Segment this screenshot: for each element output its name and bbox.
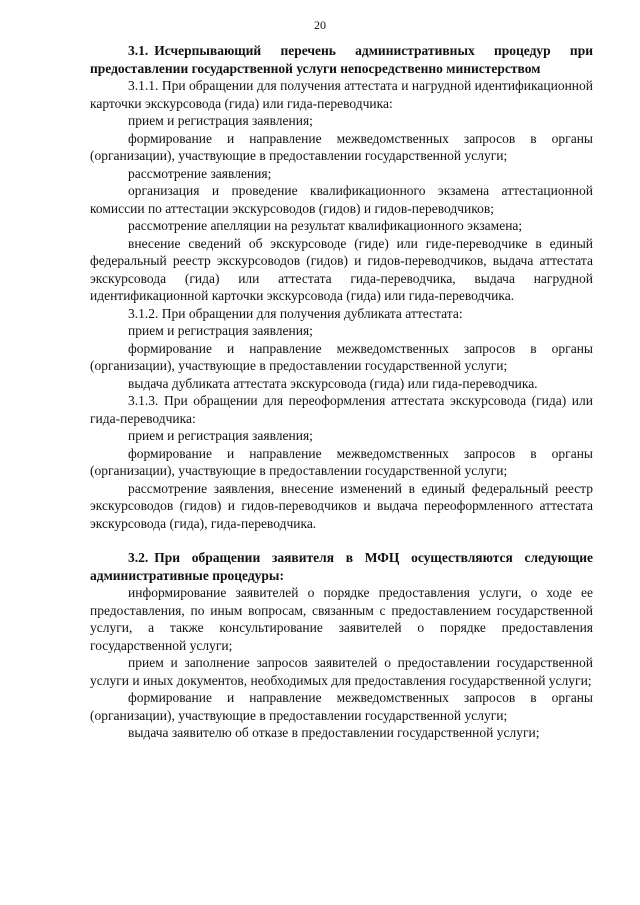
list-item: прием и регистрация заявления;	[128, 323, 313, 338]
paragraph-3-1-1: 3.1.1. При обращении для получения аттестата и нагрудной идентификационной карточки экскурсовода (гида) или гида-переводчика:	[90, 78, 593, 111]
list-item: формирование и направление межведомственных запросов в органы (организации), участвующие в предоставлении государственной услуги;	[90, 690, 593, 723]
page-number: 20	[314, 18, 326, 32]
list-item: информирование заявителей о порядке предоставления услуги, о ходе ее предоставления, по иным вопросам, связанным с предоставлением государственной услуги, а также консультирование заявителей о порядке предоставления государственной услуги;	[90, 585, 593, 653]
paragraph-3-1-2: 3.1.2. При обращении для получения дубликата аттестата:	[128, 305, 463, 321]
list-item: рассмотрение апелляции на результат квалификационного экзамена;	[128, 218, 523, 233]
list-item: прием и заполнение запросов заявителей о предоставлении государственной услуги и иных документов, необходимых для предоставления государственной услуги;	[90, 655, 593, 688]
list-item: прием и регистрация заявления;	[128, 113, 313, 128]
list-item: формирование и направление межведомственных запросов в органы (организации), участвующие в предоставлении государственной услуги;	[90, 445, 593, 478]
section-3-2-number: 3.2.	[128, 550, 149, 565]
list-item: прием и регистрация заявления;	[128, 428, 313, 443]
section-3-2-heading	[90, 549, 593, 584]
paragraph-3-1-3: 3.1.3. При обращении для переоформления аттестата экскурсовода (гида) или гида-переводчика:	[90, 393, 593, 426]
document-body	[90, 42, 593, 742]
section-3-1-number: 3.1.	[128, 43, 149, 58]
section-3-2-title: При обращении заявителя в МФЦ осуществляются следующие административные процедуры:	[90, 550, 593, 583]
list-item: рассмотрение заявления, внесение изменений в единый федеральный реестр экскурсоводов (гидов) и гидов-переводчиков и выдача переоформленного аттестата экскурсовода (гида), гида-переводчика.	[90, 480, 593, 531]
list-item: организация и проведение квалификационного экзамена аттестационной комиссии по аттестации экскурсоводов (гидов) и гидов-переводчиков;	[90, 183, 593, 216]
list-item: выдача заявителю об отказе в предоставлении государственной услуги;	[128, 725, 540, 740]
list-item: выдача дубликата аттестата экскурсовода (гида) или гида-переводчика.	[128, 375, 538, 391]
section-3-1-heading	[90, 42, 593, 77]
list-item: формирование и направление межведомственных запросов в органы (организации), участвующие в предоставлении государственной услуги;	[90, 340, 593, 373]
list-item: формирование и направление межведомственных запросов в органы (организации), участвующие в предоставлении государственной услуги;	[90, 130, 593, 163]
list-item: внесение сведений об экскурсоводе (гиде) или гиде-переводчике в единый федеральный реестр экскурсоводов (гидов) и гидов-переводчиков, выдача аттестата экскурсовода (гида) или аттестата гида-переводчика, выдача нагрудной идентификационной карточки экскурсовода (гида) или гида-переводчика.	[90, 235, 593, 303]
section-3-1-title: Исчерпывающий перечень административных процедур при предоставлении государственной услуги непосредственно министерством	[90, 43, 593, 76]
list-item: рассмотрение заявления;	[128, 165, 272, 181]
